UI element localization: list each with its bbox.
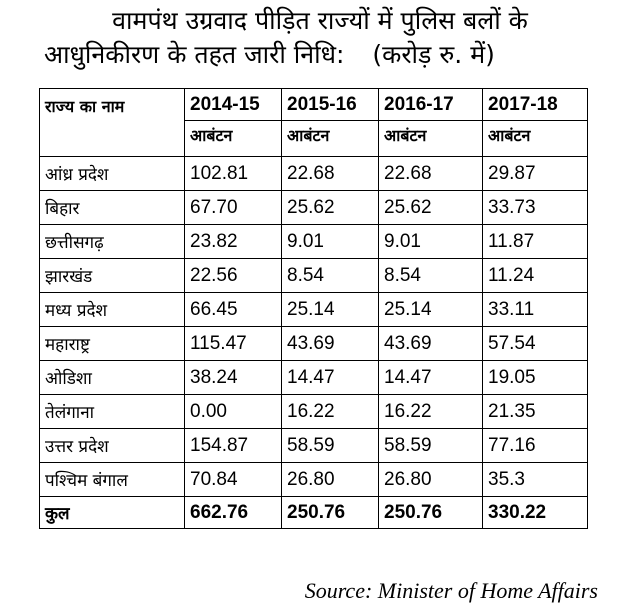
value-2017-18: 33.73: [483, 191, 588, 225]
state-name: आंध्र प्रदेश: [40, 157, 185, 191]
value-2016-17: 9.01: [379, 225, 483, 259]
value-2016-17: 26.80: [379, 463, 483, 497]
value-2016-17: 16.22: [379, 395, 483, 429]
value-2014-15: 22.56: [185, 259, 282, 293]
value-2017-18: 77.16: [483, 429, 588, 463]
title-line-2-text: आधुनिकीरण के तहत जारी निधि:: [44, 40, 345, 69]
value-2017-18: 21.35: [483, 395, 588, 429]
value-2015-16: 14.47: [282, 361, 379, 395]
allocation-header: आबंटन: [282, 121, 379, 157]
value-2014-15: 70.84: [185, 463, 282, 497]
value-2017-18: 29.87: [483, 157, 588, 191]
total-2016-17: 250.76: [379, 497, 483, 529]
year-header-row: [40, 89, 588, 121]
value-2014-15: 115.47: [185, 327, 282, 361]
value-2016-17: 25.62: [379, 191, 483, 225]
table-row: [40, 395, 588, 429]
total-row: [40, 497, 588, 529]
value-2015-16: 26.80: [282, 463, 379, 497]
value-2016-17: 25.14: [379, 293, 483, 327]
total-label: कुल: [40, 497, 185, 529]
state-name: बिहार: [40, 191, 185, 225]
total-2014-15: 662.76: [185, 497, 282, 529]
document-title: [0, 4, 640, 72]
value-2014-15: 66.45: [185, 293, 282, 327]
value-2016-17: 58.59: [379, 429, 483, 463]
table-row: [40, 463, 588, 497]
state-column-header: राज्य का नाम: [40, 89, 185, 157]
total-2015-16: 250.76: [282, 497, 379, 529]
title-line-2: [0, 38, 640, 72]
state-name: उत्तर प्रदेश: [40, 429, 185, 463]
table-row: [40, 191, 588, 225]
value-2015-16: 58.59: [282, 429, 379, 463]
value-2017-18: 11.87: [483, 225, 588, 259]
table-row: [40, 225, 588, 259]
allocation-header: आबंटन: [185, 121, 282, 157]
year-header-2017-18: 2017-18: [483, 89, 588, 121]
allocation-header: आबंटन: [379, 121, 483, 157]
value-2016-17: 8.54: [379, 259, 483, 293]
table-row: [40, 361, 588, 395]
title-line-1: वामपंथ उग्रवाद पीड़ित राज्यों में पुलिस बलों के: [112, 6, 528, 35]
value-2016-17: 43.69: [379, 327, 483, 361]
table-row: [40, 293, 588, 327]
value-2016-17: 14.47: [379, 361, 483, 395]
table-row: [40, 327, 588, 361]
value-2017-18: 35.3: [483, 463, 588, 497]
state-name: महाराष्ट्र: [40, 327, 185, 361]
state-name: ओडिशा: [40, 361, 185, 395]
unit-label: (करोड़ रु. में): [372, 40, 495, 69]
state-name: झारखंड: [40, 259, 185, 293]
fund-table: [39, 88, 588, 529]
table-row: [40, 157, 588, 191]
value-2015-16: 22.68: [282, 157, 379, 191]
value-2015-16: 25.62: [282, 191, 379, 225]
source-note: Source: Minister of Home Affairs: [304, 578, 598, 603]
value-2014-15: 102.81: [185, 157, 282, 191]
value-2017-18: 11.24: [483, 259, 588, 293]
value-2015-16: 43.69: [282, 327, 379, 361]
value-2017-18: 57.54: [483, 327, 588, 361]
value-2015-16: 9.01: [282, 225, 379, 259]
value-2014-15: 154.87: [185, 429, 282, 463]
value-2015-16: 25.14: [282, 293, 379, 327]
state-name: पश्चिम बंगाल: [40, 463, 185, 497]
table-row: [40, 259, 588, 293]
value-2014-15: 38.24: [185, 361, 282, 395]
state-name: तेलंगाना: [40, 395, 185, 429]
total-2017-18: 330.22: [483, 497, 588, 529]
year-header-2015-16: 2015-16: [282, 89, 379, 121]
value-2014-15: 0.00: [185, 395, 282, 429]
table-row: [40, 429, 588, 463]
value-2015-16: 8.54: [282, 259, 379, 293]
allocation-header: आबंटन: [483, 121, 588, 157]
state-name: छत्तीसगढ़: [40, 225, 185, 259]
year-header-2016-17: 2016-17: [379, 89, 483, 121]
state-name: मध्य प्रदेश: [40, 293, 185, 327]
value-2015-16: 16.22: [282, 395, 379, 429]
value-2016-17: 22.68: [379, 157, 483, 191]
value-2014-15: 67.70: [185, 191, 282, 225]
value-2017-18: 33.11: [483, 293, 588, 327]
value-2014-15: 23.82: [185, 225, 282, 259]
year-header-2014-15: 2014-15: [185, 89, 282, 121]
value-2017-18: 19.05: [483, 361, 588, 395]
